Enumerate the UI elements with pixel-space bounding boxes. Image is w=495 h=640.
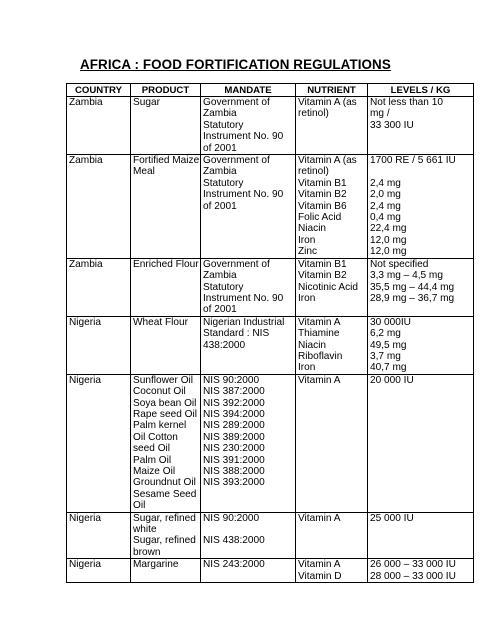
mandate-line: Instrument No. 90 [203, 131, 284, 143]
levels-cell [368, 374, 474, 512]
mandate-line: NIS 438:2000 [203, 535, 265, 547]
country-cell [67, 512, 131, 559]
levels-line: 33 300 IU [370, 119, 414, 131]
table-body [67, 97, 474, 583]
nutrient-cell [296, 512, 368, 559]
mandate-cell [201, 374, 296, 512]
mandate-line: Government of [203, 97, 270, 108]
nutrient-line: Vitamin A [298, 512, 341, 524]
mandate-line: NIS 392:2000 [203, 397, 265, 409]
levels-cell [368, 97, 474, 155]
product-line: seed Oil [133, 443, 171, 455]
country-cell [67, 258, 131, 316]
nutrient-cell [296, 316, 368, 374]
product-line: Sugar [133, 97, 160, 108]
levels-line: 28 000 – 33 000 IU [370, 570, 456, 582]
product-line: Enriched Flour [133, 258, 199, 270]
nutrient-line: Vitamin A [298, 374, 341, 386]
levels-cell [368, 258, 474, 316]
mandate-line: Standard : NIS [203, 328, 270, 340]
nutrient-line: Vitamin A [298, 559, 341, 571]
mandate-cell [201, 155, 296, 259]
mandate-cell [201, 559, 296, 583]
levels-line: 2,0 mg [370, 189, 401, 201]
levels-line: 26 000 – 33 000 IU [370, 559, 456, 571]
country-cell [67, 559, 131, 583]
nutrient-cell [296, 258, 368, 316]
levels-cell [368, 512, 474, 559]
product-line: Rape seed Oil [133, 408, 197, 420]
product-line: Sugar, refined [133, 535, 196, 547]
column-header-levels: LEVELS / KG [368, 84, 474, 97]
country-cell [67, 97, 131, 155]
nutrient-line: Vitamin B1 [298, 258, 347, 270]
nutrient-line: Vitamin B2 [298, 270, 347, 282]
country-text: Zambia [69, 258, 103, 270]
mandate-line: of 2001 [203, 142, 237, 154]
country-text: Nigeria [69, 559, 101, 571]
levels-line: 6,2 mg [370, 328, 401, 340]
product-line: Oil Cotton [133, 431, 178, 443]
nutrient-line: Riboflavin [298, 350, 343, 362]
product-line: Soya bean Oil [133, 397, 197, 409]
mandate-line: of 2001 [203, 200, 237, 212]
levels-line: Not less than 10 [370, 97, 443, 108]
mandate-line: Zambia [203, 270, 237, 282]
product-line: Sesame Seed [133, 488, 197, 500]
product-line: Fortified Maize [133, 155, 200, 167]
levels-line: 2,4 mg [370, 200, 401, 212]
country-cell [67, 155, 131, 259]
product-line: Oil [133, 500, 146, 512]
product-line: Coconut Oil [133, 386, 186, 398]
product-line: Wheat Flour [133, 316, 188, 328]
country-text: Nigeria [69, 316, 101, 328]
header-row [67, 84, 474, 97]
product-line: Meal [133, 166, 155, 178]
page-title: AFRICA : FOOD FORTIFICATION REGULATIONS [80, 57, 391, 72]
mandate-cell [201, 97, 296, 155]
levels-line: 0,4 mg [370, 212, 401, 224]
column-header-mandate: MANDATE [201, 84, 296, 97]
mandate-line: Instrument No. 90 [203, 292, 284, 304]
levels-line: Not specified [370, 258, 429, 270]
nutrient-cell [296, 374, 368, 512]
product-cell [131, 316, 201, 374]
mandate-line: NIS 289:2000 [203, 420, 265, 432]
mandate-line: NIS 90:2000 [203, 512, 260, 524]
mandate-line: NIS 391:2000 [203, 454, 265, 466]
table-row [67, 258, 474, 316]
mandate-line: NIS 90:2000 [203, 374, 260, 386]
levels-line: 3,3 mg – 4,5 mg [370, 270, 443, 282]
mandate-line: Statutory [203, 281, 244, 293]
product-line: Sunflower Oil [133, 374, 194, 386]
country-text: Nigeria [69, 374, 101, 386]
mandate-line: NIS 388:2000 [203, 466, 265, 477]
table-row [67, 374, 474, 512]
column-header-country: COUNTRY [67, 84, 131, 97]
product-line: Maize Oil [133, 466, 176, 477]
product-cell [131, 258, 201, 316]
product-cell [131, 559, 201, 583]
nutrient-line: Niacin [298, 223, 327, 235]
nutrient-cell [296, 97, 368, 155]
mandate-line: NIS 393:2000 [203, 477, 265, 489]
product-line: Palm Oil [133, 454, 172, 466]
levels-cell [368, 155, 474, 259]
levels-line: 12,0 mg [370, 234, 407, 246]
table-row [67, 316, 474, 374]
nutrient-line: Vitamin D [298, 570, 342, 582]
country-cell [67, 374, 131, 512]
nutrient-line: Iron [298, 362, 316, 374]
levels-line: 20 000 IU [370, 374, 414, 386]
levels-line: mg / [370, 108, 390, 120]
mandate-line: NIS 394:2000 [203, 408, 265, 420]
product-line: Margarine [133, 559, 179, 571]
mandate-cell [201, 258, 296, 316]
levels-line: 2,4 mg [370, 177, 401, 189]
product-cell [131, 97, 201, 155]
table-row [67, 512, 474, 559]
levels-line: 49,5 mg [370, 339, 407, 351]
column-header-product: PRODUCT [131, 84, 201, 97]
nutrient-line: Vitamin B6 [298, 200, 347, 212]
mandate-line [203, 524, 293, 535]
mandate-line: Zambia [203, 108, 237, 120]
product-line: white [133, 524, 157, 536]
nutrient-line: Vitamin A (as [298, 97, 357, 108]
levels-line: 22,4 mg [370, 223, 407, 235]
mandate-line: NIS 230:2000 [203, 443, 265, 455]
mandate-line: Government of [203, 155, 270, 167]
table-row [67, 97, 474, 155]
table-row [67, 155, 474, 259]
levels-line: 1700 RE / 5 661 IU [370, 155, 456, 167]
mandate-line: 438:2000 [203, 339, 246, 351]
nutrient-line: Vitamin B1 [298, 177, 347, 189]
mandate-line: Zambia [203, 166, 237, 178]
product-line: Sugar, refined [133, 512, 196, 524]
mandate-cell [201, 316, 296, 374]
mandate-line: of 2001 [203, 304, 237, 316]
levels-cell [368, 559, 474, 583]
table-row [67, 559, 474, 583]
regulations-table [66, 83, 474, 583]
mandate-line: Instrument No. 90 [203, 189, 284, 201]
product-cell [131, 512, 201, 559]
nutrient-line: Vitamin A (as [298, 155, 357, 167]
mandate-line: Statutory [203, 177, 244, 189]
levels-line: 30 000IU [370, 316, 411, 328]
mandate-line: Statutory [203, 119, 244, 131]
country-text: Zambia [69, 97, 103, 108]
country-text: Zambia [69, 155, 103, 167]
levels-line: 25 000 IU [370, 512, 414, 524]
nutrient-line: retinol) [298, 166, 329, 178]
nutrient-line: Iron [298, 292, 316, 304]
nutrient-cell [296, 155, 368, 259]
nutrient-line: Nicotinic Acid [298, 281, 359, 293]
levels-line [370, 166, 471, 177]
table-header [67, 84, 474, 97]
nutrient-line: Thiamine [298, 328, 340, 340]
product-cell [131, 155, 201, 259]
nutrient-line: Vitamin B2 [298, 189, 347, 201]
country-cell [67, 316, 131, 374]
mandate-cell [201, 512, 296, 559]
product-cell [131, 374, 201, 512]
product-line: Palm kernel [133, 420, 187, 432]
mandate-line: NIS 243:2000 [203, 559, 265, 571]
mandate-line: Government of [203, 258, 270, 270]
mandate-line: NIS 389:2000 [203, 431, 265, 443]
levels-line: 12,0 mg [370, 246, 407, 258]
nutrient-line: Zinc [298, 246, 318, 258]
product-line: brown [133, 546, 161, 558]
nutrient-line: Folic Acid [298, 212, 342, 224]
nutrient-line: Iron [298, 234, 316, 246]
product-line: Groundnut Oil [133, 477, 196, 489]
nutrient-line: Niacin [298, 339, 327, 351]
levels-cell [368, 316, 474, 374]
mandate-line: NIS 387:2000 [203, 386, 265, 398]
levels-line: 35,5 mg – 44,4 mg [370, 281, 455, 293]
levels-line: 3,7 mg [370, 350, 401, 362]
country-text: Nigeria [69, 512, 101, 524]
levels-line: 40,7 mg [370, 362, 407, 374]
nutrient-line: Vitamin A [298, 316, 341, 328]
column-header-nutrient: NUTRIENT [296, 84, 368, 97]
nutrient-cell [296, 559, 368, 583]
levels-line: 28,9 mg – 36,7 mg [370, 292, 455, 304]
nutrient-line: retinol) [298, 108, 329, 120]
mandate-line: Nigerian Industrial [203, 316, 285, 328]
